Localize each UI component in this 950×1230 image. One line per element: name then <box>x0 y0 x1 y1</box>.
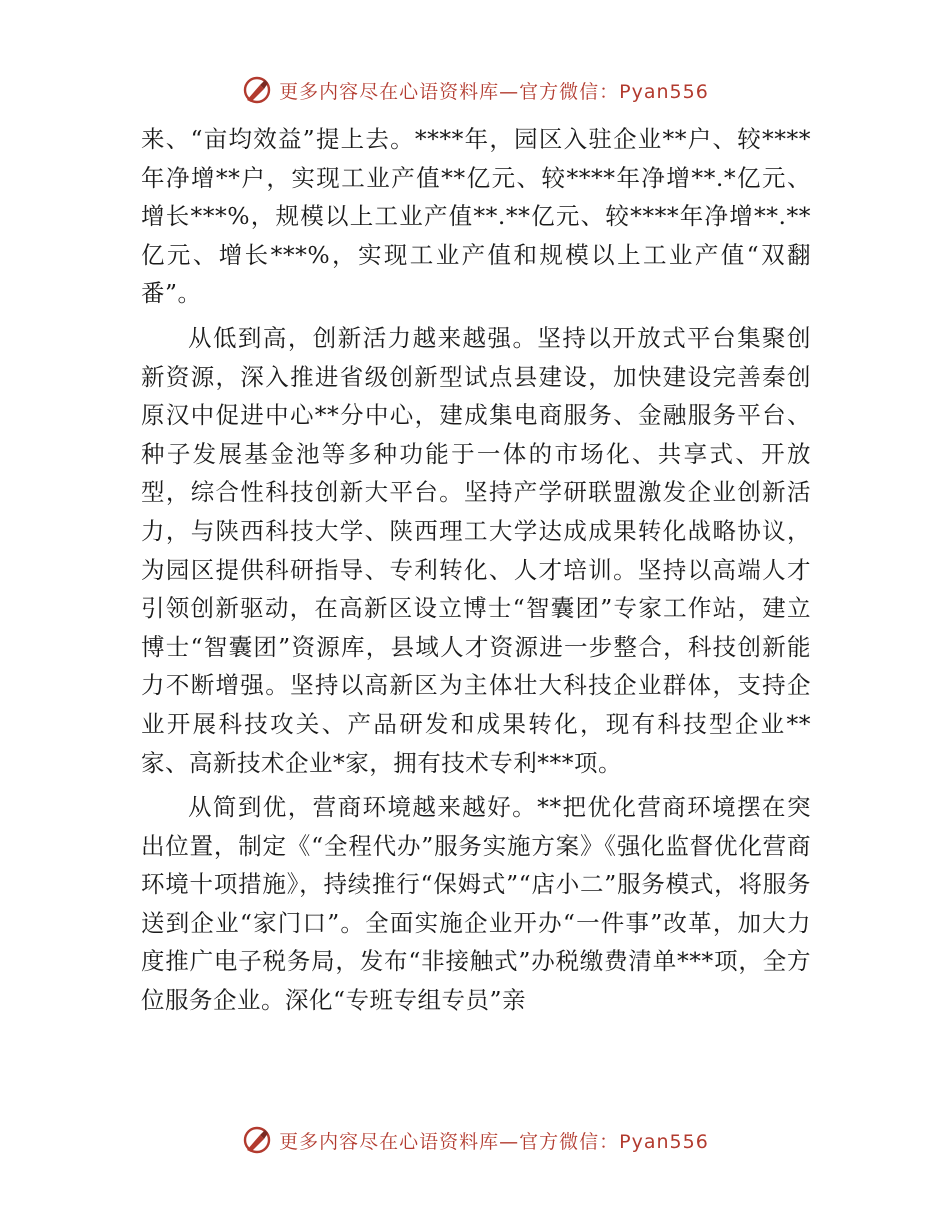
footer-watermark <box>0 1120 950 1160</box>
header-watermark <box>0 70 950 110</box>
paragraph: 从简到优，营商环境越来越好。**把优化营商环境摆在突出位置，制定《“全程代办”服务实施方案》《强化监督优化营商环境十项措施》，持续推行“保姆式”“店小二”服务模式，将服务送到企业“家门口”。全面实施企业开办“一件事”改革，加大力度推广电子税务局，发布“非接触式”办税缴费清单***项，全方位服务企业。深化“专班专组专员”亲 <box>141 793 811 1015</box>
pen-nib-icon <box>241 1124 273 1156</box>
paragraph: 来、“亩均效益”提上去。****年，园区入驻企业**户、较****年净增**户，实现工业产值**亿元、较****年净增**.*亿元、增长***%，规模以上工业产值**.**亿元、较****年净增**.**亿元、增长***%，实现工业产值和规模以上工业产值“双翻番”。 <box>141 125 811 308</box>
paragraph: 从低到高，创新活力越来越强。坚持以开放式平台集聚创新资源，深入推进省级创新型试点县建设，加快建设完善秦创原汉中促进中心**分中心，建成集电商服务、金融服务平台、种子发展基金池等多种功能于一体的市场化、共享式、开放型，综合性科技创新大平台。坚持产学研联盟激发企业创新活力，与陕西科技大学、陕西理工大学达成成果转化战略协议，为园区提供科研指导、专利转化、人才培训。坚持以高端人才引领创新驱动，在高新区设立博士“智囊团”专家工作站，建立博士“智囊团”资源库，县域人才资源进一步整合，科技创新能力不断增强。坚持以高新区为主体壮大科技企业群体，支持企业开展科技攻关、产品研发和成果转化，现有科技型企业**家、高新技术企业*家，拥有技术专利***项。 <box>141 323 811 777</box>
pen-nib-icon <box>241 74 273 106</box>
document-body <box>141 120 811 1020</box>
watermark-text: 更多内容尽在心语资料库—官方微信：Pyan556 <box>279 1130 709 1153</box>
watermark-text: 更多内容尽在心语资料库—官方微信：Pyan556 <box>279 80 709 103</box>
